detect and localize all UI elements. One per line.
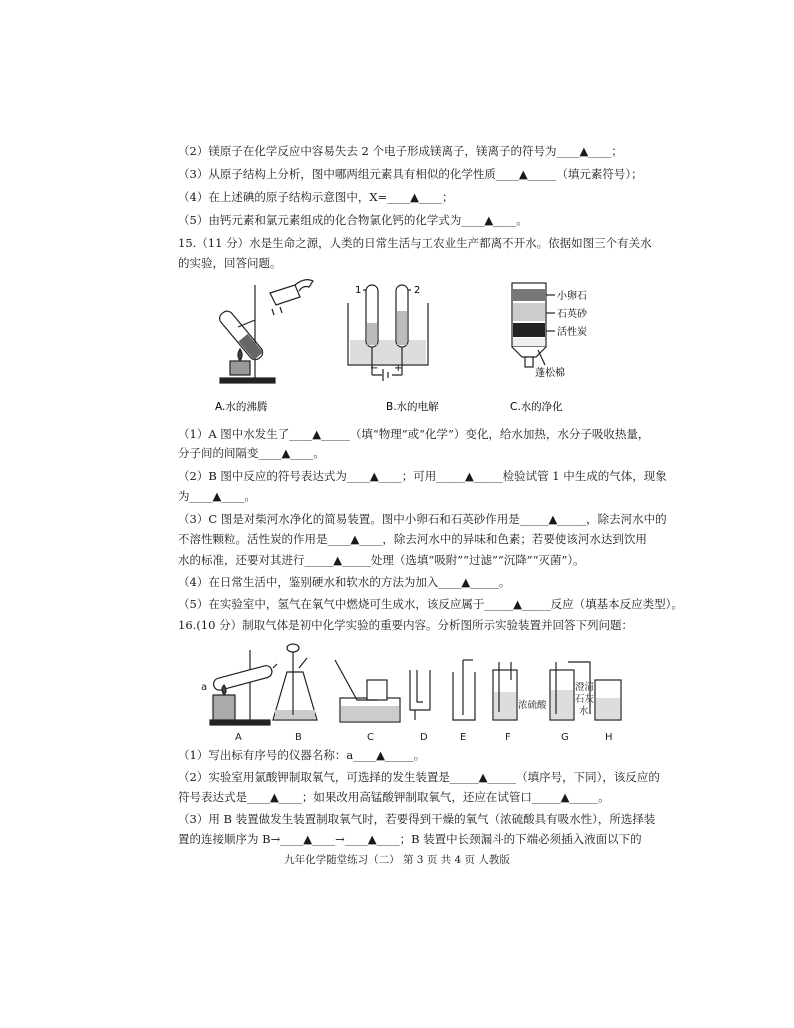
tube-label-1: 1 bbox=[355, 285, 362, 296]
q15-stem-line-1: 15.（11 分）水是生命之源，人类的日常生活与工农业生产都离不开水。依据如图三个有关水 bbox=[178, 236, 652, 250]
q15-5-line: （5）在实验室中，氢气在氧气中燃烧可生成水，该反应属于_____▲_____反应（填基本反应类型）。 bbox=[178, 597, 683, 611]
page-footer: 九年化学随堂练习（二） 第 3 页 共 4 页 人教版 bbox=[284, 854, 510, 866]
water-experiments-figure bbox=[200, 275, 600, 420]
caption-c: C.水的净化 bbox=[510, 401, 563, 413]
pebble-label: 小卵石 bbox=[557, 291, 587, 302]
q15-1-line-2: 分子间的间隔变____▲____。 bbox=[178, 446, 325, 460]
apparatus-letter-e: E bbox=[460, 732, 467, 743]
apparatus-letter-d: D bbox=[420, 732, 428, 743]
q15-3-line-3: 水的标准，还要对其进行_____▲_____处理（选填“吸附”“过滤”“沉降”“灭菌”）。 bbox=[178, 553, 585, 567]
limewater-label-2: 石灰 bbox=[575, 694, 595, 705]
q15-1-line-1: （1）A 图中水发生了____▲_____（填“物理”或“化学”）变化，给水加热，水分子吸收热量， bbox=[178, 427, 650, 441]
apparatus-b-drawing bbox=[273, 644, 317, 720]
gas-apparatus-figure bbox=[195, 640, 625, 745]
apparatus-e-drawing bbox=[453, 660, 475, 720]
limewater-label-1: 澄清 bbox=[575, 682, 595, 693]
apparatus-a-label-a: a bbox=[201, 682, 208, 693]
q14-5-line: （5）由钙元素和氯元素组成的化合物氯化钙的化学式为____▲____。 bbox=[178, 213, 528, 227]
q15-2-line-2: 为____▲____。 bbox=[178, 489, 256, 503]
apparatus-letter-a: A bbox=[235, 732, 242, 743]
q15-stem-line-2: 的实验，回答问题。 bbox=[178, 256, 282, 270]
sulfuric-acid-label: 浓硫酸 bbox=[518, 700, 547, 711]
apparatus-letter-c: C bbox=[367, 732, 374, 743]
q16-stem-line: 16.(10 分）制取气体是初中化学实验的重要内容。分析图所示实验装置并回答下列问题： bbox=[178, 618, 634, 632]
q16-2-line-1: （2）实验室用氯酸钾制取氧气，可选择的发生装置是_____▲_____（填序号，下同），该反应的 bbox=[178, 770, 660, 784]
apparatus-h-drawing bbox=[590, 676, 621, 720]
q14-3-line: （3）从原子结构上分析，图中哪两组元素具有相似的化学性质____▲_____（填元素符号）； bbox=[178, 167, 643, 181]
apparatus-f-drawing bbox=[493, 662, 517, 720]
tube-label-2: 2 bbox=[414, 285, 421, 296]
q16-1-line: （1）写出标有序号的仪器名称：a____▲_____。 bbox=[178, 748, 426, 762]
apparatus-a-drawing bbox=[210, 650, 277, 725]
q15-3-line-1: （3）C 图是对柴河水净化的简易装置。图中小卵石和石英砂作用是_____▲_____，除去河水中的 bbox=[178, 512, 667, 526]
apparatus-letter-h: H bbox=[605, 732, 613, 743]
apparatus-letter-g: G bbox=[561, 732, 569, 743]
apparatus-letter-b: B bbox=[295, 732, 302, 743]
apparatus-c-drawing bbox=[335, 660, 400, 722]
boiling-apparatus-drawing bbox=[217, 280, 313, 383]
q15-4-line: （4）在日常生活中，鉴别硬水和软水的方法为加入____▲_____。 bbox=[178, 575, 511, 589]
q15-2-line-1: （2）B 图中反应的符号表达式为____▲____；可用_____▲_____检验试管 1 中生成的气体，现象 bbox=[178, 469, 667, 483]
q14-4-line: （4）在上述碘的原子结构示意图中，X=____▲____； bbox=[178, 190, 454, 204]
battery-minus: − bbox=[370, 363, 379, 374]
q16-3-line-1: （3）用 B 装置做发生装置制取氧气时，若要得到干燥的氧气（浓硫酸具有吸水性），所选择装 bbox=[178, 812, 656, 826]
q14-2-line: （2）镁原子在化学反应中容易失去 2 个电子形成镁离子，镁离子的符号为____▲____； bbox=[178, 144, 623, 158]
apparatus-d-drawing bbox=[410, 670, 430, 720]
apparatus-letter-f: F bbox=[505, 732, 511, 743]
battery-plus: + bbox=[394, 363, 403, 374]
caption-b: B.水的电解 bbox=[386, 401, 439, 413]
quartz-sand-label: 石英砂 bbox=[557, 309, 587, 320]
caption-a: A.水的沸腾 bbox=[215, 401, 268, 413]
electrolysis-drawing bbox=[348, 285, 428, 381]
activated-carbon-label: 活性炭 bbox=[557, 327, 587, 338]
purifier-drawing bbox=[512, 283, 555, 367]
q16-2-line-2: 符号表达式是____▲____；如果改用高锰酸钾制取氧气，还应在试管口_____▲_____。 bbox=[178, 790, 610, 804]
q16-3-line-2: 置的连接顺序为 B→____▲____→____▲____；B 装置中长颈漏斗的下端必须插入液面以下的 bbox=[178, 832, 642, 846]
cotton-label: 蓬松棉 bbox=[535, 368, 565, 379]
limewater-label-3: 水 bbox=[579, 706, 589, 717]
q15-3-line-2: 不溶性颗粒。活性炭的作用是____▲____，除去河水中的异味和色素；若要使该河水达到饮用 bbox=[178, 532, 647, 546]
